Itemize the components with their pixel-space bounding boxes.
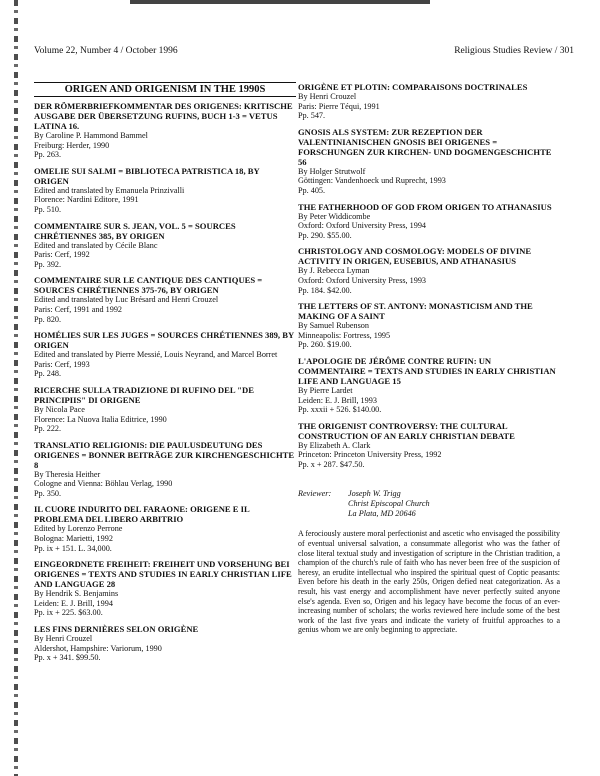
right-entry-list bbox=[298, 82, 560, 469]
book-detail-line: By Hendrik S. Benjamins bbox=[34, 589, 119, 599]
book-detail-line: Pp. 350. bbox=[34, 488, 62, 498]
book-entry bbox=[34, 101, 296, 160]
book-title: THE FATHERHOOD OF GOD FROM ORIGEN TO ATHANASIUS bbox=[298, 201, 552, 212]
book-detail-line: Edited and translated by Emanuela Prinzivalli bbox=[34, 185, 185, 195]
book-detail-line: Pp. 248. bbox=[34, 369, 62, 379]
book-title: L'APOLOGIE DE JÉRÔME CONTRE RUFIN: UN COMMENTAIRE = TEXTS AND STUDIES IN EARLY CHRISTIAN LIFE AND LANGUAGE 15 bbox=[298, 355, 556, 386]
book-detail-line: Pp. x + 287. $47.50. bbox=[298, 459, 365, 469]
book-detail-line: Cologne and Vienna: Böhlau Verlag, 1990 bbox=[34, 479, 173, 489]
book-detail-line: Pp. 392. bbox=[34, 259, 62, 269]
book-detail-line: By Henri Crouzel bbox=[34, 634, 93, 644]
book-entry bbox=[298, 421, 560, 470]
left-column bbox=[34, 82, 296, 669]
book-detail-line: Pp. 290. $55.00. bbox=[298, 230, 352, 240]
book-detail-line: By Holger Strutwolf bbox=[298, 166, 366, 176]
left-entry-list bbox=[34, 101, 296, 663]
book-detail-line: Pp. 260. $19.00. bbox=[298, 340, 352, 350]
book-entry bbox=[34, 559, 296, 618]
book-title: THE LETTERS OF ST. ANTONY: MONASTICISM AND THE MAKING OF A SAINT bbox=[298, 301, 533, 322]
book-entry bbox=[298, 301, 560, 350]
book-detail-line: Freiburg: Herder, 1990 bbox=[34, 140, 110, 150]
right-column bbox=[298, 82, 560, 635]
book-detail-line: Pp. x + 341. $99.50. bbox=[34, 653, 101, 663]
book-detail-line: By Theresia Heither bbox=[34, 469, 101, 479]
book-entry bbox=[34, 221, 296, 270]
book-title: ORIGÈNE ET PLOTIN: COMPARAISONS DOCTRINALES bbox=[298, 82, 528, 92]
book-detail-line: Paris: Pierre Téqui, 1991 bbox=[298, 101, 380, 111]
book-detail-line: Pp. ix + 225. $63.00. bbox=[34, 608, 103, 618]
book-title: IL CUORE INDURITO DEL FARAONE: ORIGENE E IL PROBLEMA DEL LIBERO ARBITRIO bbox=[34, 504, 250, 525]
book-detail-line: Paris: Cerf, 1993 bbox=[34, 359, 90, 369]
book-entry bbox=[298, 202, 560, 241]
book-detail-line: By Peter Widdicombe bbox=[298, 211, 371, 221]
book-detail-line: Pp. 547. bbox=[298, 111, 326, 121]
book-title: CHRISTOLOGY AND COSMOLOGY: MODELS OF DIVINE ACTIVITY IN ORIGEN, EUSEBIUS, AND ATHANASIUS bbox=[298, 246, 532, 267]
scan-artifact-left bbox=[14, 0, 18, 776]
book-detail-line: Pp. 263. bbox=[34, 150, 62, 160]
book-title: RICERCHE SULLA TRADIZIONE DI RUFINO DEL "DE PRINCIPIIS" DI ORIGENE bbox=[34, 384, 254, 405]
journal-page: Religious Studies Review / 301 bbox=[454, 46, 574, 56]
book-entry bbox=[34, 275, 296, 324]
book-detail-line: Paris: Cerf, 1992 bbox=[34, 250, 90, 260]
book-title: COMMENTAIRE SUR LE CANTIQUE DES CANTIQUES = SOURCES CHRÉTIENNES 375-76, BY ORIGEN bbox=[34, 275, 263, 296]
book-detail-line: Princeton: Princeton University Press, 1992 bbox=[298, 450, 442, 460]
book-detail-line: Bologna: Marietti, 1992 bbox=[34, 534, 113, 544]
book-entry bbox=[34, 330, 296, 379]
book-detail-line: By Elizabeth A. Clark bbox=[298, 440, 371, 450]
book-detail-line: By Samuel Rubenson bbox=[298, 321, 369, 331]
book-entry bbox=[34, 624, 296, 663]
running-head bbox=[34, 46, 574, 56]
book-detail-line: Florence: Nardini Editore, 1991 bbox=[34, 195, 139, 205]
book-title: EINGEORDNETE FREIHEIT: FREIHEIT UND VORSEHUNG BEI ORIGENES = TEXTS AND STUDIES IN EARLY CHRISTIAN LIFE AND LANGUAGE 28 bbox=[34, 559, 292, 590]
review-body: A ferociously austere moral perfectionist and ascetic who envisaged the possibility of eventual universal salvation, a consummate allegorist who was the father of close literal textual study and investigation of scripture in the Christian tradition, a champion of the church's rule of faith who has never been free of the suspicion of heresy, an erudite intellectual who inspired the spiritual quest of Coptic peasants: Even before his death in the early 250s, Origen defied neat categorization. As a result, his vast energy and accomplishment have never perfectly suited anyone else's agenda. Even so, Origen and his legacy have become the focus of an ever-increasing number of scholars; the works reviewed here include some of the best work of the last five years and indicate the variety of fruitful approaches to a genius whom we are only beginning to appreciate. bbox=[298, 529, 560, 635]
book-entry bbox=[298, 246, 560, 295]
book-entry bbox=[298, 127, 560, 196]
book-detail-line: Minneapolis: Fortress, 1995 bbox=[298, 330, 391, 340]
book-entry bbox=[34, 504, 296, 553]
book-detail-line: By Henri Crouzel bbox=[298, 92, 357, 101]
book-detail-line: Pp. 184. $42.00. bbox=[298, 285, 352, 295]
book-detail-line: By Pierre Lardet bbox=[298, 385, 353, 395]
book-title: THE ORIGENIST CONTROVERSY: THE CULTURAL CONSTRUCTION OF AN EARLY CHRISTIAN DEBATE bbox=[298, 420, 515, 441]
book-title: HOMÉLIES SUR LES JUGES = SOURCES CHRÉTIENNES 389, BY ORIGEN bbox=[34, 330, 294, 351]
reviewer-details bbox=[348, 489, 430, 519]
book-title: LES FINS DERNIÈRES SELON ORIGÈNE bbox=[34, 624, 199, 635]
book-detail-line: Paris: Cerf, 1991 and 1992 bbox=[34, 304, 123, 314]
book-entry bbox=[298, 82, 560, 121]
book-detail-line: Edited and translated by Cécile Blanc bbox=[34, 240, 158, 250]
book-detail-line: By Caroline P. Hammond Bammel bbox=[34, 131, 148, 140]
book-detail-line: Edited and translated by Luc Brésard and Henri Crouzel bbox=[34, 295, 219, 305]
book-detail-line: Pp. 405. bbox=[298, 185, 326, 195]
book-detail-line: Oxford: Oxford University Press, 1993 bbox=[298, 275, 427, 285]
book-detail-line: Leiden: E. J. Brill, 1993 bbox=[298, 395, 377, 405]
book-entry bbox=[34, 440, 296, 499]
book-detail-line: Edited by Lorenzo Perrone bbox=[34, 524, 123, 534]
book-entry bbox=[34, 385, 296, 434]
section-title: ORIGEN AND ORIGENISM IN THE 1990S bbox=[34, 82, 296, 97]
book-detail-line: Aldershot, Hampshire: Variorum, 1990 bbox=[34, 643, 162, 653]
book-detail-line: Pp. 510. bbox=[34, 204, 62, 214]
book-detail-line: Göttingen: Vandenhoeck und Ruprecht, 1993 bbox=[298, 176, 446, 186]
book-title: DER RÖMERBRIEFKOMMENTAR DES ORIGENES: KRITISCHE AUSGABE DER ÜBERSETZUNG RUFINS, BUCH 1-3 = VETUS LATINA 16. bbox=[34, 101, 293, 131]
reviewer-name: Joseph W. Trigg bbox=[348, 489, 401, 499]
book-detail-line: By Nicola Pace bbox=[34, 404, 85, 414]
reviewer-place: La Plata, MD 20646 bbox=[348, 509, 416, 519]
book-entry bbox=[34, 166, 296, 215]
book-detail-line: By J. Rebecca Lyman bbox=[298, 266, 370, 276]
book-detail-line: Florence: La Nuova Italia Editrice, 1990 bbox=[34, 414, 167, 424]
scan-artifact-top bbox=[130, 0, 430, 4]
book-title: OMELIE SUI SALMI = BIBLIOTECA PATRISTICA 18, BY ORIGEN bbox=[34, 165, 260, 186]
book-detail-line: Pp. xxxii + 526. $140.00. bbox=[298, 405, 382, 415]
book-title: GNOSIS ALS SYSTEM: ZUR REZEPTION DER VALENTINIANISCHEN GNOSIS BEI ORIGENES = FORSCHUNGEN ZUR KIRCHEN- UND DOGMENGESCHICHTE 56 bbox=[298, 126, 552, 167]
reviewer-block bbox=[298, 489, 560, 519]
book-detail-line: Pp. ix + 151. L. 34,000. bbox=[34, 543, 112, 553]
reviewer-church: Christ Episcopal Church bbox=[348, 499, 430, 509]
volume-info: Volume 22, Number 4 / October 1996 bbox=[34, 46, 178, 56]
book-title: TRANSLATIO RELIGIONIS: DIE PAULUSDEUTUNG DES ORIGENES = BONNER BEITRÄGE ZUR KIRCHENGESCHICHTE 8 bbox=[34, 439, 295, 470]
reviewer-label: Reviewer: bbox=[298, 489, 332, 499]
book-detail-line: Edited and translated by Pierre Messié, Louis Neyrand, and Marcel Borret bbox=[34, 350, 278, 360]
book-entry bbox=[298, 356, 560, 415]
book-detail-line: Leiden: E. J. Brill, 1994 bbox=[34, 598, 113, 608]
book-detail-line: Pp. 222. bbox=[34, 424, 62, 434]
book-detail-line: Oxford: Oxford University Press, 1994 bbox=[298, 221, 427, 231]
book-detail-line: Pp. 820. bbox=[34, 314, 62, 324]
book-title: COMMENTAIRE SUR S. JEAN, VOL. 5 = SOURCES CHRÉTIENNES 385, BY ORIGEN bbox=[34, 220, 236, 241]
